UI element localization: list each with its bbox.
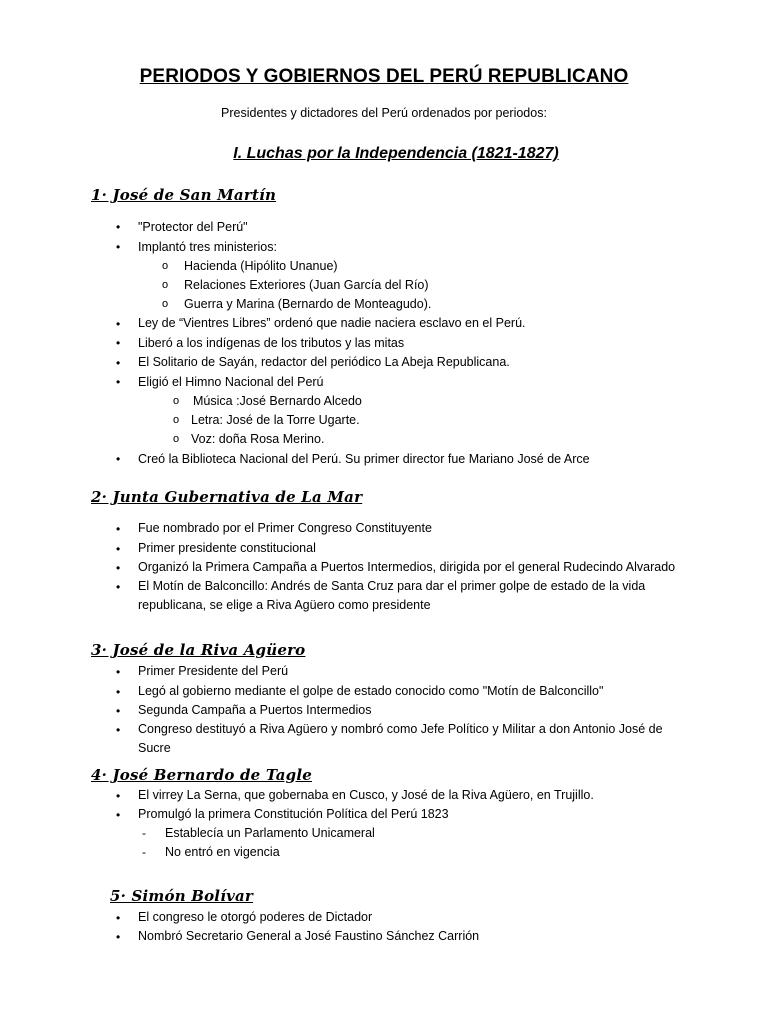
bullet-marker: • [116,665,121,679]
list-item: Segunda Campaña a Puertos Intermedios [138,703,372,717]
list-item-continuation: Sucre [138,741,171,755]
list-item: Guerra y Marina (Bernardo de Monteagudo). [184,297,432,311]
list-item: Organizó la Primera Campaña a Puertos Intermedios, dirigida por el general Rudecindo Alvarado [138,560,676,574]
section-heading-simon-bolivar: 5· Simón Bolívar [110,887,254,905]
bullet-marker: • [116,723,121,737]
period-heading: I. Luchas por la Independencia (1821-1827) [233,145,559,162]
list-item: Congreso destituyó a Riva Agüero y nombró como Jefe Político y Militar a don Antonio José de [138,722,663,736]
bullet-marker: • [116,789,121,803]
bullet-marker: • [116,685,121,699]
list-item: El congreso le otorgó poderes de Dictador [138,910,373,924]
list-item: Implantó tres ministerios: [138,240,277,254]
document-subtitle: Presidentes y dictadores del Perú ordenados por periodos: [221,106,547,120]
bullet-marker: • [116,930,121,944]
list-item: Música :José Bernardo Alcedo [193,394,362,408]
list-item: Establecía un Parlamento Unicameral [165,826,375,840]
section-heading-riva-aguero: 3· José de la Riva Agüero [91,641,306,659]
list-item: Ley de “Vientres Libres” ordenó que nadie naciera esclavo en el Perú. [138,316,526,330]
bullet-marker: • [116,704,121,718]
list-item: Primer Presidente del Perú [138,664,289,678]
list-item: Nombró Secretario General a José Faustino Sánchez Carrión [138,929,480,943]
list-item: Hacienda (Hipólito Unanue) [184,259,338,273]
section-heading-junta-la-mar: 2· Junta Gubernativa de La Mar [91,488,363,506]
bullet-marker: • [116,375,121,389]
dash-marker: - [142,845,146,859]
sub-bullet-marker: o [173,433,180,445]
list-item: Fue nombrado por el Primer Congreso Constituyente [138,521,432,535]
list-item: El virrey La Serna, que gobernaba en Cusco, y José de la Riva Agüero, en Trujillo. [138,788,594,802]
bullet-marker: • [116,561,121,575]
bullet-marker: • [116,317,121,331]
bullet-marker: • [116,356,121,370]
sub-bullet-marker: o [162,260,169,272]
bullet-marker: • [116,220,121,234]
list-item: No entró en vigencia [165,845,280,859]
list-item: El Solitario de Sayán, redactor del periódico La Abeja Republicana. [138,355,510,369]
list-item: Voz: doña Rosa Merino. [191,432,325,446]
bullet-marker: • [116,336,121,350]
section-heading-bernardo-tagle: 4· José Bernardo de Tagle [91,766,312,784]
list-item: Primer presidente constitucional [138,541,316,555]
list-item: El Motín de Balconcillo: Andrés de Santa Cruz para dar el primer golpe de estado de la vida [138,579,646,593]
bullet-marker: • [116,452,121,466]
list-item: Eligió el Himno Nacional del Perú [138,375,324,389]
list-item: Relaciones Exteriores (Juan García del Río) [184,278,429,292]
bullet-marker: • [116,580,121,594]
list-item: "Protector del Perú" [138,220,248,234]
bullet-marker: • [116,240,121,254]
list-item: Legó al gobierno mediante el golpe de estado conocido como "Motín de Balconcillo" [138,684,604,698]
bullet-marker: • [116,542,121,556]
bullet-marker: • [116,808,121,822]
bullet-marker: • [116,522,121,536]
list-item-continuation: republicana, se elige a Riva Agüero como presidente [138,598,431,612]
dash-marker: - [142,826,146,840]
sub-bullet-marker: o [162,298,169,310]
document-title: PERIODOS Y GOBIERNOS DEL PERÚ REPUBLICANO [139,66,629,87]
list-item: Creó la Biblioteca Nacional del Perú. Su primer director fue Mariano José de Arce [138,452,590,466]
list-item: Letra: José de la Torre Ugarte. [191,413,360,427]
sub-bullet-marker: o [162,279,169,291]
sub-bullet-marker: o [173,395,180,407]
list-item: Promulgó la primera Constitución Política del Perú 1823 [138,807,449,821]
bullet-marker: • [116,911,121,925]
list-item: Liberó a los indígenas de los tributos y las mitas [138,336,405,350]
section-heading-san-martin: 1· José de San Martín [91,186,277,204]
sub-bullet-marker: o [173,414,180,426]
